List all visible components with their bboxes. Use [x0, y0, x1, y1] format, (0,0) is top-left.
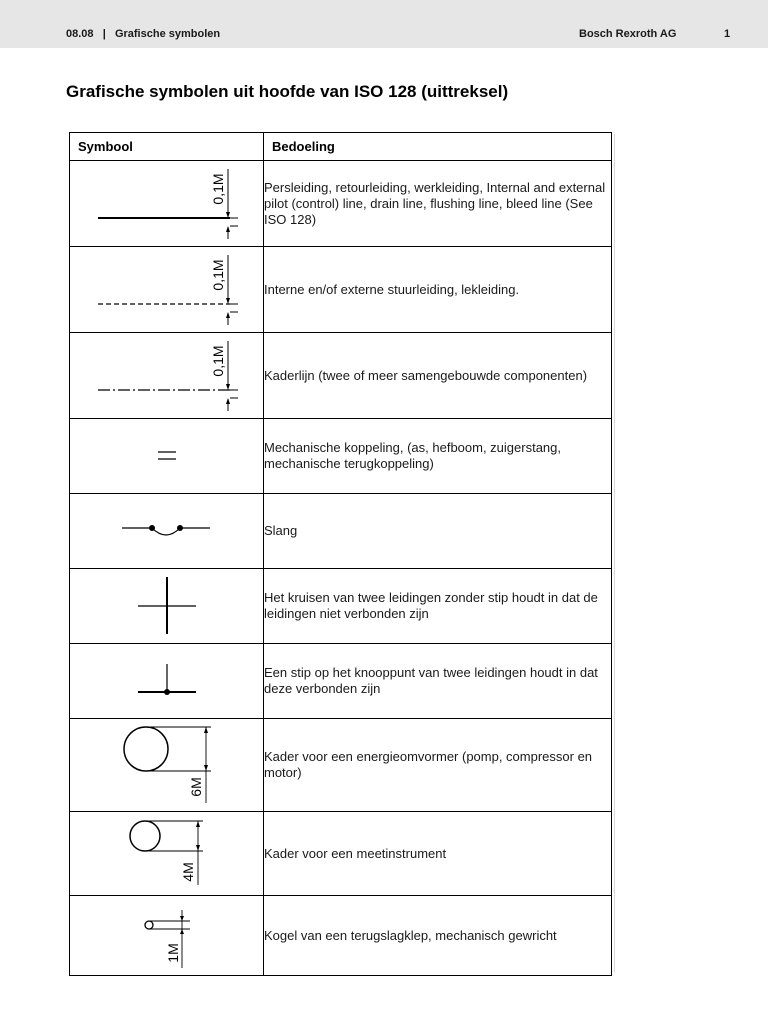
column-header-symbol: Symbool: [70, 133, 264, 161]
symbol-cell: [70, 644, 264, 719]
table-header-row: [70, 133, 612, 161]
meaning-cell: Kader voor een meetinstrument: [264, 812, 612, 896]
dashed-line-icon: [70, 247, 264, 332]
dimension-label: 1M: [165, 943, 181, 963]
solid-line-icon: [70, 161, 264, 246]
symbol-cell: [70, 247, 264, 333]
symbol-cell: [70, 161, 264, 247]
table-row: [70, 161, 612, 247]
dimension-label: 0,1M: [210, 259, 226, 291]
meaning-cell: Kaderlijn (twee of meer samengebouwde componenten): [264, 333, 612, 419]
table-row: [70, 719, 612, 812]
small-circle-icon: [70, 896, 264, 975]
table-row: [70, 896, 612, 976]
meaning-cell: Kader voor een energieomvormer (pomp, compressor en motor): [264, 719, 612, 812]
symbol-cell: [70, 896, 264, 976]
large-circle-icon: [70, 719, 264, 811]
page-title: Grafische symbolen uit hoofde van ISO 128 (uittreksel): [66, 82, 509, 101]
margin-rule: [614, 134, 615, 972]
meaning-cell: Persleiding, retourleiding, werkleiding, Internal and external pilot (control) line, drain line, flushing line, bleed line (See ISO 128): [264, 161, 612, 247]
header-page-number: 1: [724, 28, 731, 40]
hose-icon: [70, 494, 264, 568]
symbol-cell: [70, 719, 264, 812]
medium-circle-icon: [70, 812, 264, 895]
table-row: [70, 812, 612, 896]
table-row: [70, 494, 612, 569]
meaning-cell: Slang: [264, 494, 612, 569]
table-row: [70, 569, 612, 644]
meaning-cell: Kogel van een terugslagklep, mechanisch gewricht: [264, 896, 612, 976]
page-header-bar: [0, 0, 768, 48]
symbol-cell: [70, 333, 264, 419]
table-row: [70, 419, 612, 494]
header-section-label: 08.08 | Grafische symbolen: [66, 28, 221, 40]
symbol-cell: [70, 419, 264, 494]
dash-dot-line-icon: [70, 333, 264, 418]
dimension-label: 0,1M: [210, 345, 226, 377]
table-row: [70, 333, 612, 419]
line-crossing-icon: [70, 569, 264, 643]
meaning-cell: Mechanische koppeling, (as, hefboom, zuigerstang, mechanische terugkoppeling): [264, 419, 612, 494]
mechanical-coupling-icon: [70, 419, 264, 493]
line-junction-icon: [70, 644, 264, 718]
meaning-cell: Het kruisen van twee leidingen zonder stip houdt in dat de leidingen niet verbonden zijn: [264, 569, 612, 644]
symbol-cell: [70, 494, 264, 569]
header-company: Bosch Rexroth AG: [579, 28, 677, 40]
column-header-meaning: Bedoeling: [264, 133, 612, 161]
dimension-label: 6M: [188, 777, 204, 797]
symbol-cell: [70, 569, 264, 644]
dimension-label: 0,1M: [210, 173, 226, 205]
meaning-cell: Een stip op het knooppunt van twee leidingen houdt in dat deze verbonden zijn: [264, 644, 612, 719]
table-row: [70, 247, 612, 333]
meaning-cell: Interne en/of externe stuurleiding, lekleiding.: [264, 247, 612, 333]
table-row: [70, 644, 612, 719]
dimension-label: 4M: [180, 862, 196, 882]
symbols-table: [69, 132, 612, 976]
symbol-cell: [70, 812, 264, 896]
